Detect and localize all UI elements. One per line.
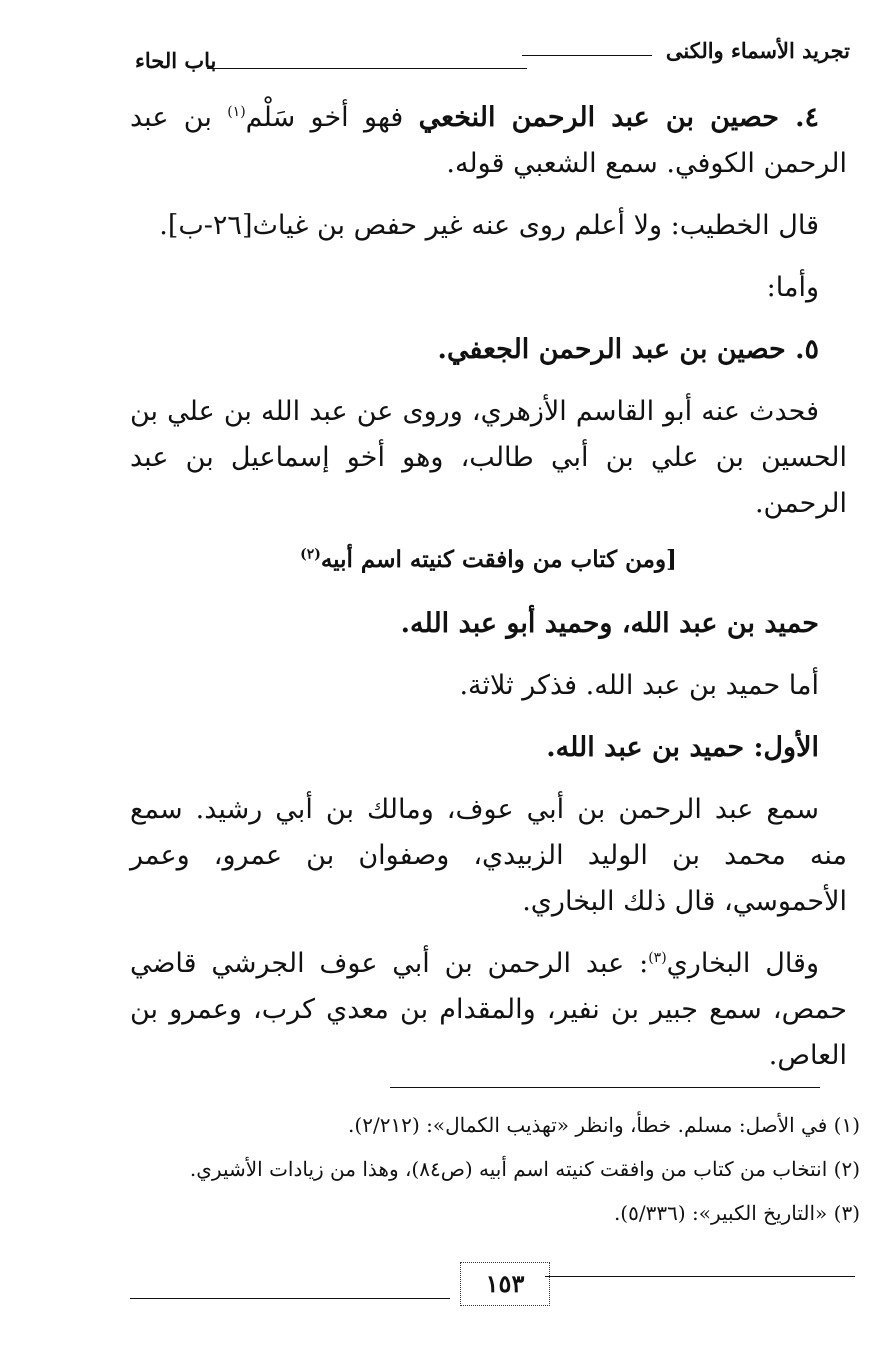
section-heading: حميد بن عبد الله، وحميد أبو عبد الله.	[400, 608, 819, 639]
footnote-ref-3: (٣)	[648, 950, 667, 966]
footnote-ref-2: (٢)	[300, 546, 321, 563]
footer-rule	[130, 1298, 450, 1299]
section-title	[130, 537, 847, 583]
footnote-separator	[390, 1087, 820, 1088]
first-entry-text: سمع عبد الرحمن بن أبي عوف، ومالك بن أبي رشيد. سمع منه محمد بن الوليد الزبيدي، وصفوان بن عمرو، وعمر الأحموسي، قال ذلك البخاري.	[130, 794, 847, 917]
bukhari-quote-a: وقال البخاري	[666, 948, 819, 979]
entry-4-text-b: بن عبد الرحمن الكوفي. سمع الشعبي قوله.	[130, 102, 847, 179]
header-rule	[522, 55, 652, 56]
book-title: تجريد الأسماء والكنى	[665, 38, 850, 63]
footer-rule	[545, 1276, 855, 1277]
transition-text: وأما:	[766, 272, 819, 303]
footnote-1: (١) في الأصل: مسلم. خطأ، وانظر «تهذيب الكمال»: (٢/٢١٢).	[348, 1113, 860, 1137]
entry-4-text-a: فهو أخو سَلْم	[245, 102, 419, 133]
chapter-title: باب الحاء	[135, 48, 217, 73]
section-title-text: [ومن كتاب من وافقت كنيته اسم أبيه	[320, 546, 677, 573]
header-rule	[207, 68, 527, 69]
bukhari-quote	[130, 941, 847, 1079]
bukhari-quote-b: : عبد الرحمن بن أبي عوف الجرشي قاضي حمص، سمع جبير بن نفير، والمقدام بن معدي كرب، وعمرو بن العاص.	[130, 948, 847, 1071]
first-entry-heading: الأول: حميد بن عبد الله.	[546, 732, 819, 763]
page-number: ١٥٣	[460, 1262, 550, 1306]
entry-5-text: فحدث عنه أبو القاسم الأزهري، وروى عن عبد الله بن علي بن الحسين بن علي بن أبي طالب، وهو أخو إسماعيل بن عبد الرحمن.	[130, 396, 847, 519]
page-footer	[130, 1262, 855, 1312]
entry-4-heading: ٤. حصين بن عبد الرحمن النخعي	[418, 102, 820, 133]
main-text	[130, 95, 847, 1079]
footnote-ref-1: (١)	[227, 104, 246, 120]
running-header	[135, 38, 850, 78]
entry-4	[130, 95, 847, 187]
footnotes	[130, 1103, 860, 1235]
section-intro: أما حميد بن عبد الله. فذكر ثلاثة.	[459, 670, 819, 701]
footnote-2: (٢) انتخاب من كتاب من وافقت كنيته اسم أبيه (ص٨٤)، وهذا من زيادات الأشيري.	[189, 1157, 860, 1181]
footnote-3: (٣) «التاريخ الكبير»: (٥/٣٣٦).	[613, 1201, 860, 1225]
khatib-quote: قال الخطيب: ولا أعلم روى عنه غير حفص بن غياث[٢٦-ب].	[159, 210, 819, 241]
entry-5-heading: ٥. حصين بن عبد الرحمن الجعفي.	[437, 334, 819, 365]
